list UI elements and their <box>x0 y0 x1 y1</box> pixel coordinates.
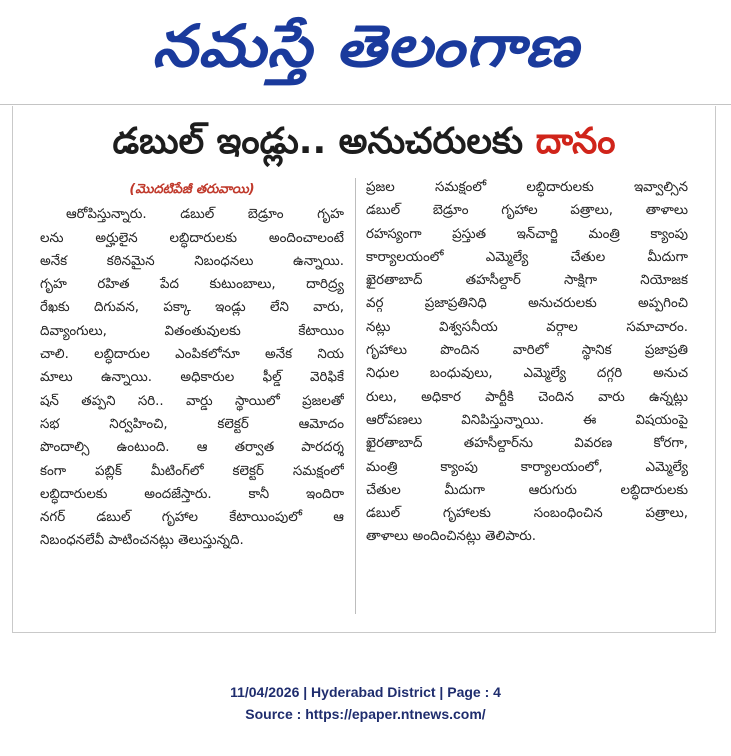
article-line: లను అర్హులైన లబ్ధిదారులకు అందించాలంటే <box>40 230 344 246</box>
article-line: చాలి. లబ్ధిదారుల ఎంపికలోనూ అనేక నియ <box>40 347 344 363</box>
article-line: గృహాలు పొందిన వారిలో స్థానిక ప్రజాప్రతి <box>366 343 688 359</box>
continuation-kicker: (మొదటిపేజీ తరువాయి) <box>129 182 255 197</box>
article-line: రహస్యంగా ప్రస్తుత ఇన్‌చార్జి మంత్రి క్యాంపు <box>366 226 688 242</box>
article-line: నిధుల బంధువులు, ఎమ్మెల్యే దగ్గరి అనుచ <box>366 366 688 382</box>
column-divider <box>355 178 356 614</box>
article-line: కంగా పబ్లిక్ మీటింగ్‌లో కలెక్టర్ సమక్షంలో <box>40 463 344 479</box>
article-line: సభ నిర్వహించి, కలెక్టర్ ఆమోదం <box>40 416 344 432</box>
article-line: ఆరోపిస్తున్నారు. డబుల్ బెడ్రూం గృహ <box>66 207 344 223</box>
article-line: డబుల్ గృహాలకు సంబంధించిన పత్రాలు, <box>366 506 688 522</box>
article-line: అనేక కఠినమైన నిబంధనలు ఉన్నాయి. <box>40 253 344 269</box>
article-line: ప్రజల సమక్షంలో లబ్ధిదారులకు ఇవ్వాల్సిన <box>366 180 688 195</box>
article-line: నట్లు విశ్వసనీయ వర్గాల సమాచారం. <box>366 319 688 335</box>
masthead-divider <box>0 104 731 105</box>
article-line: నగర్ డబుల్ గృహాల కేటాయింపులో ఆ <box>40 510 344 526</box>
article-line: మంత్రి క్యాంపు కార్యాలయంలో, ఎమ్మెల్యే <box>366 459 688 475</box>
article-line: వర్గ ప్రజాప్రతినిధి అనుచరులకు అప్పగించి <box>366 296 688 312</box>
article-line: షన్ తప్పని సరి.. వార్డు స్థాయిలో ప్రజలతో <box>40 393 344 409</box>
article-line: ఖైరతాబాద్ తహసీల్దార్ సాక్షిగా నియోజక <box>366 273 688 289</box>
masthead <box>0 0 731 108</box>
article-line: గృహ రహిత పేద కుటుంబాలు, దారిద్ర్య <box>40 277 344 293</box>
article-line: ఆరోపణలు వినిపిస్తున్నాయి. ఈ విషయంపై <box>366 412 688 428</box>
article-column-right <box>366 176 688 620</box>
article-line: లబ్ధిదారులకు అందజేస్తారు. కానీ ఇందిరా <box>40 486 344 502</box>
headline-accent: దానం <box>535 121 616 162</box>
article-headline <box>112 112 615 172</box>
footer-source-link[interactable]: Source : https://epaper.ntnews.com/ <box>245 706 486 722</box>
article-line: కార్యాలయంలో ఎమ్మెల్యే చేతుల మీదుగా <box>366 249 688 265</box>
article-line: తాళాలు అందించినట్లు తెలిపారు. <box>366 529 537 545</box>
article-line: ఖైరతాబాద్ తహసీల్దార్‌ను వివరణ కోరగా, <box>366 436 688 452</box>
footer-edition-info: 11/04/2026 | Hyderabad District | Page : 4 <box>230 684 501 700</box>
article-line: డబుల్ బెడ్రూం గృహాల పత్రాలు, తాళాలు <box>366 203 688 219</box>
article-line: మాలు ఉన్నాయి. అధికారుల ఫీల్డ్ వెరిఫికే <box>40 370 344 386</box>
headline-main: డబుల్ ఇండ్లు.. అనుచరులకు <box>112 121 536 162</box>
article-line: రేఖకు దిగువన, పక్కా ఇండ్లు లేని వారు, <box>40 300 344 316</box>
article-line: దివ్యాంగులు, వితంతువులకు కేటాయిం <box>40 323 344 339</box>
headline-container <box>12 112 716 172</box>
article-column-left <box>40 176 344 620</box>
article-line: పొందాల్సి ఉంటుంది. ఆ తర్వాత పారదర్శ <box>40 440 344 456</box>
newspaper-logo: నమస్తే తెలంగాణ <box>152 12 579 80</box>
article-line: చేతుల మీదుగా ఆరుగురు లబ్ధిదారులకు <box>366 482 688 498</box>
article-line: రులు, అధికార పార్టీకి చెందిన వారు ఉన్నట్లు <box>366 389 688 405</box>
article-line: నిబంధనలేవీ పాటించనట్లు తెలుస్తున్నది. <box>40 533 244 549</box>
